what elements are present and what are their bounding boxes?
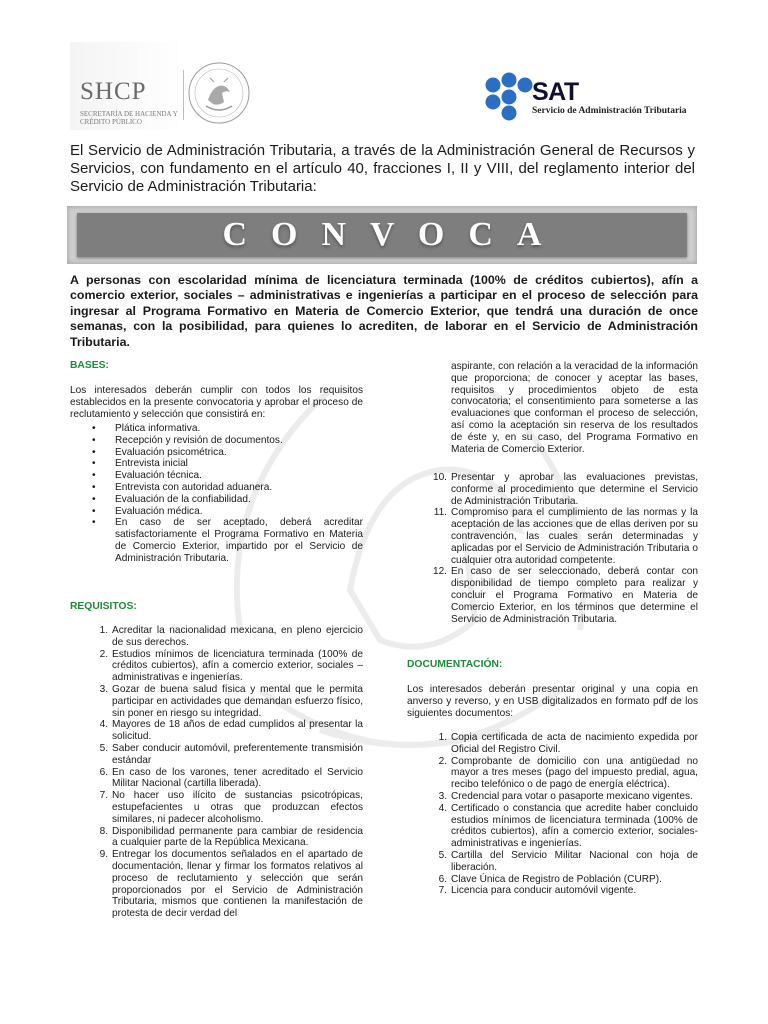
list-item xyxy=(90,625,363,649)
bullet-glyph: • xyxy=(92,446,96,458)
list-item xyxy=(90,506,363,518)
bullet-glyph: • xyxy=(92,434,96,446)
bases-item-text: Evaluación médica. xyxy=(115,505,203,517)
list-item xyxy=(90,849,363,920)
bases-item-text: Plática informativa. xyxy=(115,423,201,434)
documentacion-heading: DOCUMENTACIÓN: xyxy=(407,659,503,670)
item-number: 1. xyxy=(438,732,447,743)
mexican-coat-of-arms-seal xyxy=(186,60,252,126)
item-number: 7. xyxy=(99,790,108,802)
list-item xyxy=(90,743,363,767)
logo-divider xyxy=(183,70,184,120)
bullet-glyph: • xyxy=(92,458,96,470)
item-text: Gozar de buena salud física y mental que le permita participar en actividades que demandan esfuerzo físico, sin poner en riesgo su integridad. xyxy=(112,683,363,719)
item-number: 3. xyxy=(438,790,447,802)
item-number: 4. xyxy=(438,802,447,814)
item-number: 5. xyxy=(99,742,108,754)
item-text: Compromiso para el cumplimiento de las normas y la aceptación de las acciones que de ellas deriven por su contravención, las cuales serán determinadas y aplicadas por el Servicio de Administración Tributaria o cualquier otra autoridad competente. xyxy=(451,507,698,566)
list-item xyxy=(90,435,363,447)
list-item xyxy=(90,649,363,684)
bases-item-text: Evaluación de la confiabilidad. xyxy=(115,493,251,505)
list-item xyxy=(429,472,698,507)
item-text: Estudios mínimos de licenciatura terminada (100% de créditos cubiertos), afín a comercio exterior, sociales – administrativas e ingenierías. xyxy=(112,648,363,684)
item-text: Presentar y aprobar las evaluaciones previstas, conforme al procedimiento que determine el Servicio de Administración Tributaria. xyxy=(451,472,698,507)
item-text: No hacer uso ilícito de sustancias psicotrópicas, estupefacientes u otras que produzcan efectos similares, ni padecer alcoholismo. xyxy=(112,790,363,825)
item-number: 3. xyxy=(99,683,108,695)
bases-item-text: Entrevista con autoridad aduanera. xyxy=(115,481,273,493)
bases-item-text: Recepción y revisión de documentos. xyxy=(115,434,283,446)
bullet-glyph: • xyxy=(92,493,96,505)
item-number: 6. xyxy=(438,873,447,885)
bullet-glyph: • xyxy=(92,423,96,434)
bullet-glyph: • xyxy=(92,517,96,529)
item-text: Cartilla del Servicio Militar Nacional con hoja de liberación. xyxy=(451,849,698,873)
list-item xyxy=(90,826,363,850)
lead-paragraph: A personas con escolaridad mínima de licenciatura terminada (100% de créditos cubiertos), afín a comercio exterior, sociales – administrativas e ingenierías a participar en el proceso de selección para ingresar al Programa Formativo en Materia de Comercio Exterior, que tendrá una duración de once semanas, con la posibilidad, para quienes lo acrediten, de laborar en el Servicio de Administración Tributaria. xyxy=(70,273,698,349)
item-text: Credencial para votar o pasaporte mexicano vigentes. xyxy=(451,790,693,802)
convoca-banner-inner xyxy=(77,213,687,257)
list-item xyxy=(429,874,698,886)
item-number: 4. xyxy=(99,719,108,731)
bullet-glyph: • xyxy=(92,505,96,517)
item-text: En caso de los varones, tener acreditado el Servicio Militar Nacional (cartilla liberada). xyxy=(112,766,363,790)
documentacion-intro: Los interesados deberán presentar original y una copia en anverso y reverso, y en USB digitalizados en formato pdf de los siguientes documentos: xyxy=(407,684,698,719)
bases-item-text: En caso de ser aceptado, deberá acreditar satisfactoriamente el Programa Formativo en Materia de Comercio Exterior, impartido por el Servicio de Administración Tributaria. xyxy=(115,517,363,564)
list-item xyxy=(90,517,363,564)
item-number: 9. xyxy=(99,849,108,861)
item-text: Licencia para conducir automóvil vigente. xyxy=(451,885,637,897)
bullet-glyph: • xyxy=(92,470,96,482)
item-number: 10. xyxy=(432,472,447,483)
list-item xyxy=(90,684,363,719)
list-item xyxy=(90,458,363,470)
item-text: Entregar los documentos señalados en el apartado de documentación, llenar y firmar los formatos relativos al proceso de reclutamiento y selección que serán proporcionados por el Servicio de Administración Tributaria, mismos que contienen la manifestación de protesta de decir verdad del xyxy=(112,849,363,920)
list-item xyxy=(90,767,363,791)
item-number: 12. xyxy=(432,566,447,578)
item-number: 8. xyxy=(99,825,108,837)
list-item xyxy=(90,423,363,435)
item-text: En caso de ser seleccionado, deberá contar con disponibilidad de tiempo completo para realizar y concluir el Programa Formativo en Materia de Comercio Exterior, en los términos que determine el Servicio de Administración Tributaria. xyxy=(451,566,698,625)
sat-subtitle: Servicio de Administración Tributaria xyxy=(532,106,687,116)
requisitos-list-continued xyxy=(429,472,698,625)
list-item xyxy=(429,507,698,566)
bullet-glyph: • xyxy=(92,481,96,493)
requisitos-continuation: aspirante, con relación a la veracidad de la información que proporciona; de conocer y aceptar las bases, requisitos y procedimientos objeto de esta convocatoria; el consentimiento para someterse a las evaluaciones que conforman el proceso de selección, así como la aceptación sin reserva de los resultados de éste y, en su caso, del Programa Formativo en Materia de Comercio Exterior. xyxy=(451,361,698,455)
list-item xyxy=(90,790,363,825)
bases-item-text: Evaluación psicométrica. xyxy=(115,446,227,458)
convoca-banner xyxy=(67,206,697,264)
list-item xyxy=(90,719,363,743)
list-item xyxy=(429,732,698,756)
item-number: 2. xyxy=(99,648,108,660)
bases-item-text: Entrevista inicial xyxy=(115,458,188,470)
banner-title: CONVOCA xyxy=(222,216,566,253)
item-number: 2. xyxy=(438,755,447,767)
list-item xyxy=(429,850,698,874)
list-item xyxy=(429,756,698,791)
item-number: 1. xyxy=(99,625,108,636)
bases-list xyxy=(90,423,363,565)
item-text: Acreditar la nacionalidad mexicana, en pleno ejercicio de sus derechos. xyxy=(112,625,363,648)
list-item xyxy=(429,803,698,850)
item-number: 11. xyxy=(433,507,447,519)
list-item xyxy=(90,470,363,482)
intro-paragraph: El Servicio de Administración Tributaria, a través de la Administración General de Recursos y Servicios, con fundamento en el artículo 40, fracciones I, II y VIII, del reglamento interior del Servicio de Administración Tributaria: xyxy=(70,142,695,195)
requisitos-list xyxy=(90,625,363,920)
bases-heading: BASES: xyxy=(70,360,109,371)
requisitos-heading: REQUISITOS: xyxy=(70,601,137,612)
item-text: Saber conducir automóvil, preferentemente transmisión estándar xyxy=(112,742,363,766)
list-item xyxy=(429,791,698,803)
item-text: Comprobante de domicilio con una antigüedad no mayor a tres meses (pago del impuesto predial, agua, recibo telefónico o de pago de energía eléctrica). xyxy=(451,755,698,791)
item-text: Mayores de 18 años de edad cumplidos al presentar la solicitud. xyxy=(112,719,363,743)
item-number: 6. xyxy=(99,766,108,778)
item-number: 7. xyxy=(438,885,447,897)
item-text: Disponibilidad permanente para cambiar de residencia a cualquier parte de la República Mexicana. xyxy=(112,825,363,849)
item-text: Clave Única de Registro de Población (CURP). xyxy=(451,873,662,885)
shcp-logo-text: SHCP xyxy=(80,78,147,105)
item-text: Copia certificada de acta de nacimiento expedida por Oficial del Registro Civil. xyxy=(451,732,698,755)
sat-logo-text: SAT xyxy=(532,78,579,106)
list-item xyxy=(90,447,363,459)
list-item xyxy=(429,885,698,897)
list-item xyxy=(429,566,698,625)
bases-intro: Los interesados deberán cumplir con todos los requisitos establecidos en la presente convocatoria y aprobar el proceso de reclutamiento y selección que consistirá en: xyxy=(70,385,363,420)
documentacion-list xyxy=(429,732,698,897)
item-text: Certificado o constancia que acredite haber concluido estudios mínimos de licenciatura terminada (100% de créditos cubiertos), afín a comercio exterior, sociales-administrativas e ingenierías. xyxy=(451,802,698,850)
bases-item-text: Evaluación técnica. xyxy=(115,470,202,482)
item-number: 5. xyxy=(438,849,447,861)
list-item xyxy=(90,482,363,494)
list-item xyxy=(90,494,363,506)
shcp-subtitle: SECRETARÍA DE HACIENDA Y CRÉDITO PÚBLICO xyxy=(80,110,178,126)
